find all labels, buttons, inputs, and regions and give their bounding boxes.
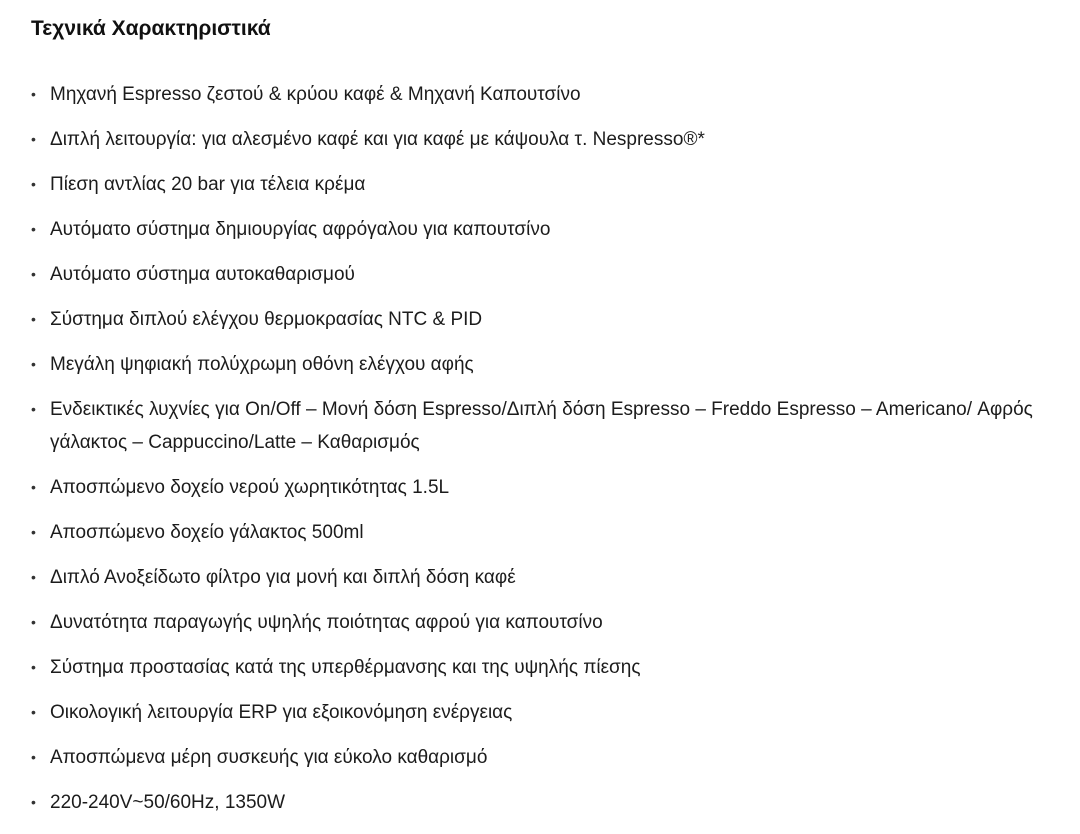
spec-text: Αποσπώμενα μέρη συσκευής για εύκολο καθαρισμό bbox=[50, 747, 488, 768]
spec-text: Σύστημα προστασίας κατά της υπερθέρμανσης και της υψηλής πίεσης bbox=[50, 657, 641, 678]
spec-text: Οικολογική λειτουργία ERP για εξοικονόμηση ενέργειας bbox=[50, 702, 513, 723]
spec-item bbox=[31, 123, 1041, 156]
spec-item bbox=[31, 258, 1041, 291]
spec-text: Αυτόματο σύστημα δημιουργίας αφρόγαλου για καπουτσίνο bbox=[50, 219, 551, 240]
spec-item bbox=[31, 213, 1041, 246]
bullet-icon: • bbox=[31, 311, 36, 327]
spec-text: Διπλό Ανοξείδωτο φίλτρο για μονή και διπλή δόση καφέ bbox=[50, 567, 516, 588]
spec-text: Σύστημα διπλού ελέγχου θερμοκρασίας NTC & PID bbox=[50, 309, 483, 330]
spec-item bbox=[31, 168, 1041, 201]
bullet-icon: • bbox=[31, 524, 36, 540]
spec-text: 220-240V~50/60Hz, 1350W bbox=[50, 792, 286, 813]
spec-text: Αποσπώμενο δοχείο γάλακτος 500ml bbox=[50, 522, 364, 543]
spec-item bbox=[31, 606, 1041, 639]
spec-list bbox=[31, 78, 1041, 819]
spec-item bbox=[31, 516, 1041, 549]
bullet-icon: • bbox=[31, 659, 36, 675]
spec-text: Αυτόματο σύστημα αυτοκαθαρισμού bbox=[50, 264, 355, 285]
spec-item bbox=[31, 741, 1041, 774]
bullet-icon: • bbox=[31, 704, 36, 720]
spec-item bbox=[31, 303, 1041, 336]
spec-text: Αποσπώμενο δοχείο νερού χωρητικότητας 1.5L bbox=[50, 477, 450, 498]
spec-item bbox=[31, 651, 1041, 684]
bullet-icon: • bbox=[31, 614, 36, 630]
technical-specifications-section bbox=[31, 14, 1041, 819]
bullet-icon: • bbox=[31, 266, 36, 282]
bullet-icon: • bbox=[31, 479, 36, 495]
spec-text: Δυνατότητα παραγωγής υψηλής ποιότητας αφρού για καπουτσίνο bbox=[50, 612, 603, 633]
bullet-icon: • bbox=[31, 401, 36, 417]
spec-item bbox=[31, 393, 1041, 459]
bullet-icon: • bbox=[31, 86, 36, 102]
bullet-icon: • bbox=[31, 794, 36, 810]
spec-text: Διπλή λειτουργία: για αλεσμένο καφέ και για καφέ με κάψουλα τ. Nespresso®* bbox=[50, 129, 705, 150]
spec-item bbox=[31, 561, 1041, 594]
bullet-icon: • bbox=[31, 569, 36, 585]
spec-item bbox=[31, 786, 1041, 819]
bullet-icon: • bbox=[31, 131, 36, 147]
spec-item bbox=[31, 348, 1041, 381]
spec-item bbox=[31, 471, 1041, 504]
spec-text: Πίεση αντλίας 20 bar για τέλεια κρέμα bbox=[50, 174, 366, 195]
bullet-icon: • bbox=[31, 749, 36, 765]
spec-item bbox=[31, 696, 1041, 729]
bullet-icon: • bbox=[31, 221, 36, 237]
spec-text: Ενδεικτικές λυχνίες για On/Off – Μονή δόση Espresso/Διπλή δόση Espresso – Freddo Espresso – Americano/ Αφρός γάλακτος – Cappuccino/Latte – Καθαρισμός bbox=[50, 399, 1033, 453]
spec-item bbox=[31, 78, 1041, 111]
bullet-icon: • bbox=[31, 176, 36, 192]
bullet-icon: • bbox=[31, 356, 36, 372]
spec-text: Μηχανή Espresso ζεστού & κρύου καφέ & Μηχανή Καπουτσίνο bbox=[50, 84, 581, 105]
section-title: Τεχνικά Χαρακτηριστικά bbox=[31, 17, 271, 40]
spec-text: Μεγάλη ψηφιακή πολύχρωμη οθόνη ελέγχου αφής bbox=[50, 354, 474, 375]
